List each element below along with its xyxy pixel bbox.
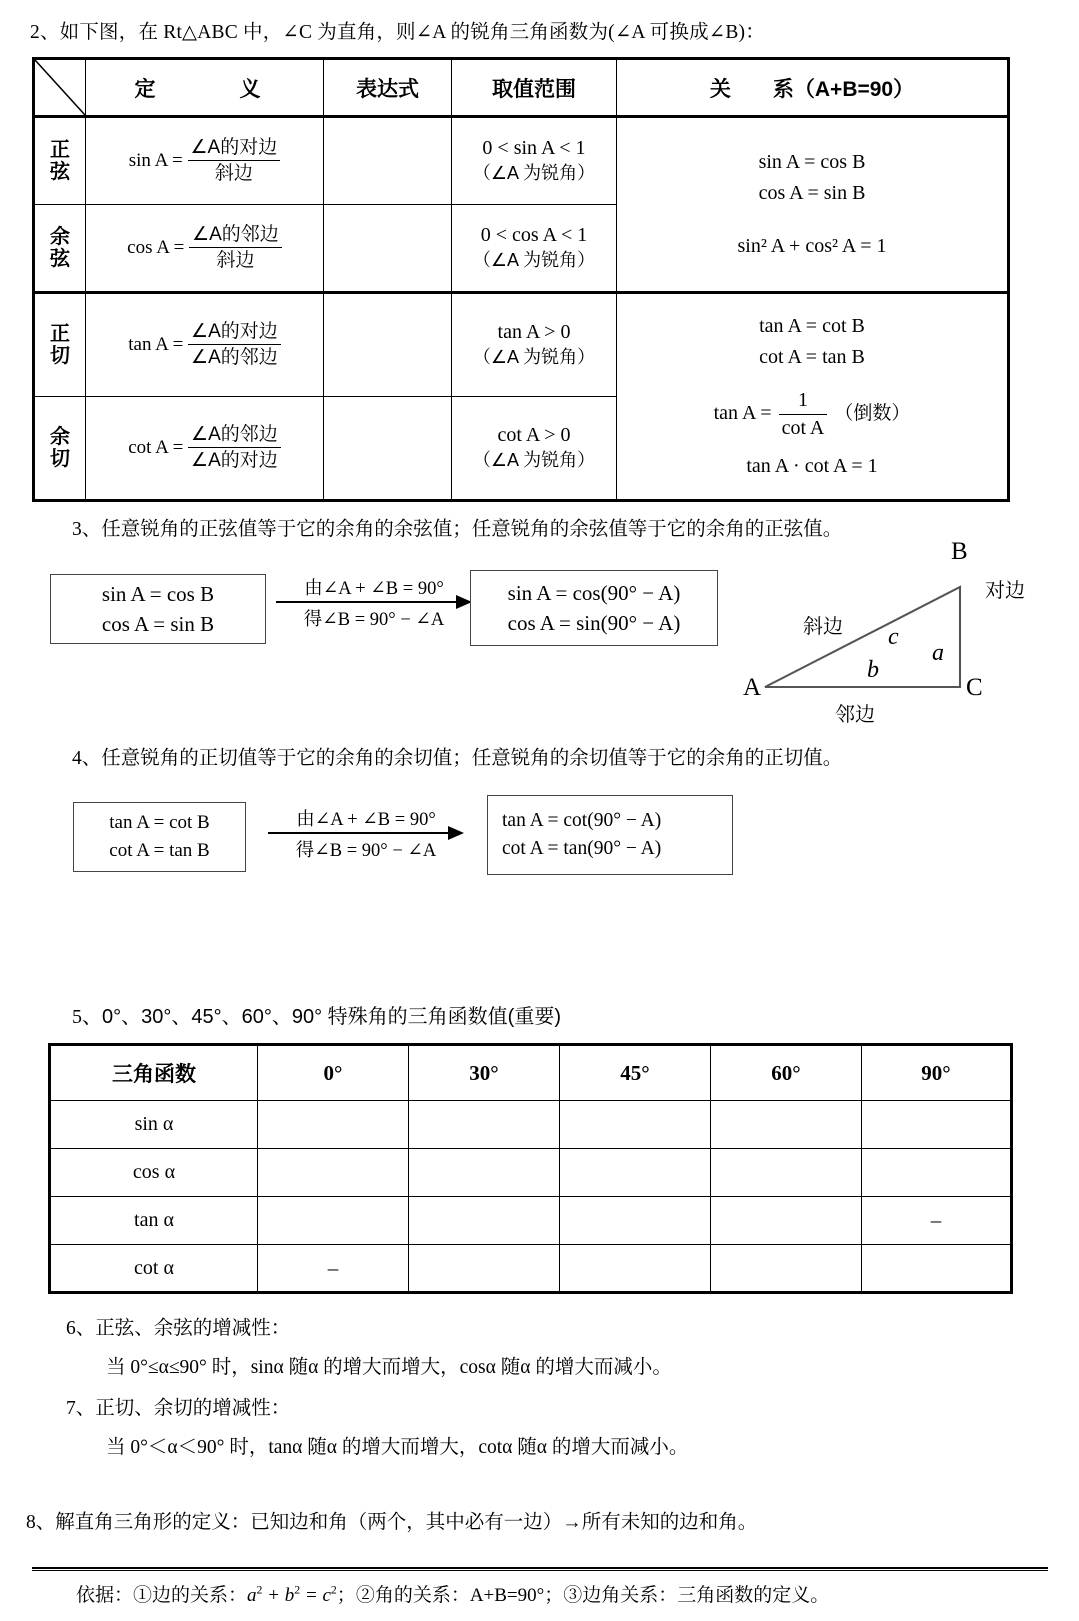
header-definition-label: 定 义 (134, 77, 275, 101)
intro-number: 2、 (30, 22, 60, 43)
table2-cell (862, 1101, 1012, 1149)
row-range-tangent: tan A > 0 （∠A 为锐角） (452, 293, 617, 397)
triangle-label-adjacent: 邻边 (835, 704, 875, 726)
table2-cell (711, 1245, 862, 1293)
arrow-shaft-icon (268, 832, 464, 835)
table2-cell (409, 1149, 560, 1197)
relation-cell-tancot: tan A = cot B cot A = tan B tan A = $\frac{1}{\text{cot A}}$ （倒数） tan A · cot A = 1 (617, 293, 1009, 501)
row-expression-cotangent (324, 397, 452, 501)
triangle-vertex-B: B (951, 538, 968, 565)
table2-cell (560, 1197, 711, 1245)
table2-header-function: 三角函数 (50, 1045, 258, 1101)
table2-cell (862, 1149, 1012, 1197)
triangle-vertex-C: C (966, 674, 983, 701)
arrow-above-label: 由∠A + ∠B = 90° (304, 579, 444, 599)
table2-cell (560, 1149, 711, 1197)
section-8-text: 解直角三角形的定义：已知边和角（两个，其中必有一边）→所有未知的边和角。 (55, 1512, 758, 1533)
row-expression-sine (324, 117, 452, 205)
table2-header-30deg: 30° (409, 1045, 560, 1101)
special-angles-table (48, 1043, 1013, 1294)
triangle-side-b: b (867, 657, 879, 683)
table1-header-range (452, 59, 617, 117)
table2-cell: – (862, 1197, 1012, 1245)
section-7-heading (66, 1392, 290, 1420)
footer-item-2: ②角的关系：A+B=90° (355, 1585, 545, 1606)
table2-cell (711, 1197, 862, 1245)
section-8-heading (26, 1506, 757, 1534)
right-triangle-diagram (743, 538, 1045, 726)
table1-header-definition (86, 59, 324, 117)
section-6-title: 正弦、余弦的增减性： (95, 1318, 291, 1339)
footer-line (76, 1580, 829, 1607)
section-4-text: 任意锐角的正切值等于它的余角的余切值；任意锐角的余切值等于它的余角的正切值。 (101, 748, 843, 769)
table2-row-label-cot: cot α (50, 1245, 258, 1293)
relation-cell-sincos: sin A = cos B cos A = sin B sin² A + cos² A = 1 (617, 117, 1009, 293)
section-8-number: 8、 (26, 1512, 56, 1533)
section-4-heading (72, 742, 842, 770)
table2-cell (711, 1101, 862, 1149)
arrow-below-label: 得∠B = 90° − ∠A (303, 610, 445, 630)
table1-corner-cell (34, 59, 86, 117)
section-7-body: 当 0°＜α＜90° 时，tanα 随α 的增大而增大，cotα 随α 的增大而减小。 (106, 1437, 689, 1458)
section-5-heading (72, 1000, 561, 1029)
row-label-sine: 正 弦 (34, 117, 86, 205)
table2-header-60deg: 60° (711, 1045, 862, 1101)
row-definition-tangent: tan A = $\frac{\text{∠A的对边}}{\text{∠A的邻边}}$ (86, 293, 324, 397)
section-3-number: 3、 (72, 519, 102, 540)
table-row (34, 117, 1009, 205)
table2-cell: – (258, 1245, 409, 1293)
row-expression-cosine (324, 205, 452, 293)
table2-header-45deg: 45° (560, 1045, 711, 1101)
arrow-below-label: 得∠B = 90° − ∠A (295, 841, 437, 861)
table2-header-0deg: 0° (258, 1045, 409, 1101)
table-row (50, 1149, 1012, 1197)
footer-divider (32, 1567, 1048, 1571)
row-definition-cosine: cos A = $\frac{\text{∠A的邻边}}{\text{斜边}}$ (86, 205, 324, 293)
section-6-heading (66, 1312, 290, 1340)
table-row (50, 1197, 1012, 1245)
triangle-vertex-A: A (743, 674, 762, 701)
section-3-left-formula-box: sin A = cos B cos A = sin B (50, 574, 266, 644)
table2-cell (258, 1197, 409, 1245)
section-5-text: 0°、30°、45°、60°、90° 特殊角的三角函数值(重要) (102, 1006, 561, 1028)
section-4-left-formula-box: tan A = cot B cot A = tan B (73, 802, 246, 872)
arrow-shaft-icon (276, 601, 472, 604)
section-4-number: 4、 (72, 748, 102, 769)
row-range-sine: 0 < sin A < 1 （∠A 为锐角） (452, 117, 617, 205)
table2-cell (409, 1197, 560, 1245)
table2-cell (409, 1245, 560, 1293)
table-row (34, 293, 1009, 397)
table2-row-label-cos: cos α (50, 1149, 258, 1197)
header-expression-label: 表达式 (356, 77, 419, 101)
intro-text: 如下图，在 Rt△ABC 中，∠C 为直角，则∠A 的锐角三角函数为(∠A 可换成∠B)： (59, 22, 765, 43)
arrow-above-label: 由∠A + ∠B = 90° (296, 810, 436, 830)
section-7-title: 正切、余切的增减性： (95, 1398, 291, 1419)
triangle-label-hypotenuse: 斜边 (803, 616, 843, 638)
table-row (50, 1245, 1012, 1293)
table2-cell (862, 1245, 1012, 1293)
footer-item-1-formula: $a^2 + b^2 = c^2$ (247, 1583, 337, 1606)
section-5-number: 5、 (72, 1006, 102, 1028)
table2-header-90deg: 90° (862, 1045, 1012, 1101)
header-relation-label: 关 系（A+B=90） (709, 77, 915, 101)
table2-header-row (50, 1045, 1012, 1101)
triangle-side-c: c (888, 624, 899, 650)
section-6-body: 当 0°≤α≤90° 时，sinα 随α 的增大而增大，cosα 随α 的增大而减小。 (106, 1357, 672, 1378)
row-range-cotangent: cot A > 0 （∠A 为锐角） (452, 397, 617, 501)
triangle-side-a: a (932, 640, 944, 666)
table-row (50, 1101, 1012, 1149)
row-label-tangent: 正 切 (34, 293, 86, 397)
table2-cell (258, 1149, 409, 1197)
footer-item-1-label: ①边的关系： (133, 1585, 248, 1606)
section-3-right-formula-box: sin A = cos(90° − A) cos A = sin(90° − A) (470, 570, 718, 646)
tan-reciprocal-formula: tan A = $\frac{1}{\text{cot A}}$ （倒数） (713, 389, 911, 439)
diagonal-slash-icon (35, 60, 85, 115)
row-definition-sine: sin A = $\frac{\text{∠A的对边}}{\text{斜边}}$ (86, 117, 324, 205)
row-definition-cotangent: cot A = $\frac{\text{∠A的邻边}}{\text{∠A的对边}}$ (86, 397, 324, 501)
table2-cell (711, 1149, 862, 1197)
table1-header-relation (617, 59, 1009, 117)
section-3-implication-arrow (276, 574, 472, 631)
footer-prefix: 依据： (76, 1585, 134, 1606)
triangle-label-opposite: 对边 (985, 580, 1025, 602)
row-label-cotangent: 余 切 (34, 397, 86, 501)
section-7-number: 7、 (66, 1398, 96, 1419)
section-6-number: 6、 (66, 1318, 96, 1339)
header-range-label: 取值范围 (492, 77, 576, 101)
footer-sep-1: ； (336, 1585, 356, 1606)
section-3-text: 任意锐角的正弦值等于它的余角的余弦值；任意锐角的余弦值等于它的余角的正弦值。 (101, 519, 843, 540)
trig-definition-table (32, 57, 1010, 502)
row-expression-tangent (324, 293, 452, 397)
table2-cell (560, 1245, 711, 1293)
table2-cell (258, 1101, 409, 1149)
footer-item-3: ③边角关系：三角函数的定义。 (563, 1585, 830, 1606)
section-4-implication-arrow (268, 805, 464, 862)
section-3-heading (72, 513, 842, 541)
table2-row-label-tan: tan α (50, 1197, 258, 1245)
row-range-cosine: 0 < cos A < 1 （∠A 为锐角） (452, 205, 617, 293)
table2-row-label-sin: sin α (50, 1101, 258, 1149)
table2-cell (409, 1101, 560, 1149)
table2-cell (560, 1101, 711, 1149)
row-label-cosine: 余 弦 (34, 205, 86, 293)
table1-header-row (34, 59, 1009, 117)
footer-sep-2: ； (544, 1585, 564, 1606)
intro-line (30, 16, 765, 44)
section-4-right-formula-box: tan A = cot(90° − A) cot A = tan(90° − A) (487, 795, 733, 875)
table1-header-expression (324, 59, 452, 117)
